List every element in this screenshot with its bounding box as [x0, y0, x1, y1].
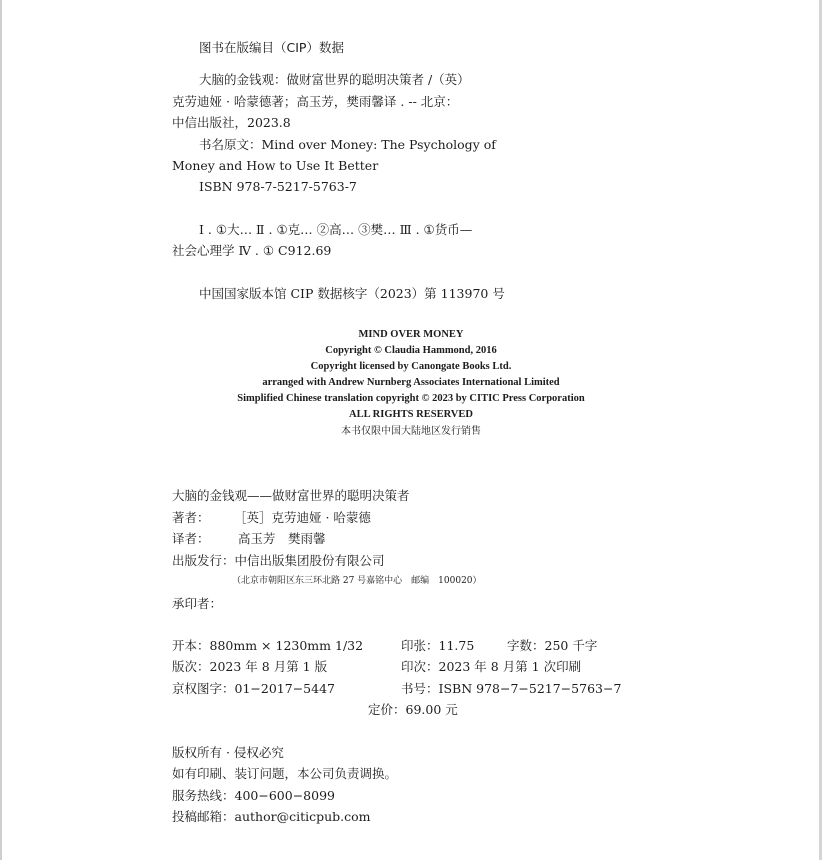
copyright-line: arranged with Andrew Nurnberg Associates International Limited — [262, 377, 560, 388]
price-row — [368, 702, 458, 718]
cip-record-line-2: 克劳迪娅 · 哈蒙德著；高玉芳，樊雨馨译 . -- 北京： — [172, 94, 459, 109]
word-count-row — [507, 638, 597, 654]
isbn-value: ISBN 978−7−5217−5763−7 — [438, 681, 622, 696]
copyright-line: ALL RIGHTS RESERVED — [349, 409, 473, 420]
license-value: 01−2017−5447 — [234, 681, 335, 696]
format-value: 880mm × 1230mm 1/32 — [209, 638, 364, 653]
isbn-row — [401, 681, 621, 697]
printing-row — [401, 659, 581, 675]
defect-note: 如有印刷、装订问题，本公司负责调换。 — [172, 766, 398, 781]
email-label: 投稿邮箱： — [172, 809, 235, 824]
printing-label: 印次： — [401, 659, 439, 674]
author-row — [172, 510, 371, 526]
translator-label: 译者： — [172, 531, 210, 546]
license-label: 京权图字： — [172, 681, 235, 696]
sheets-value: 11.75 — [438, 638, 475, 653]
book-title: 大脑的金钱观——做财富世界的聪明决策者 — [172, 488, 410, 503]
hotline-label: 服务热线： — [172, 788, 235, 803]
cip-record-line-3: 中信出版社，2023.8 — [172, 115, 291, 130]
cip-original-title-line-1: 书名原文：Mind over Money: The Psychology of — [199, 137, 496, 152]
copyright-line: Copyright licensed by Canongate Books Ltd. — [310, 361, 512, 372]
cip-original-title-line-2: Money and How to Use It Better — [172, 158, 379, 173]
edition-label: 版次： — [172, 659, 210, 674]
publisher-label: 出版发行： — [172, 553, 235, 568]
cip-verification-number: 中国国家版本馆 CIP 数据核字（2023）第 113970 号 — [199, 286, 505, 301]
author-label: 著者： — [172, 510, 210, 525]
sheets-label: 印张： — [401, 638, 439, 653]
hotline-row — [172, 788, 335, 804]
cip-heading: 图书在版编目（CIP）数据 — [199, 40, 344, 55]
printer-label: 承印者： — [172, 596, 223, 611]
translator-value: 高玉芳 樊雨馨 — [238, 531, 326, 546]
copyright-title: MIND OVER MONEY — [358, 329, 464, 340]
format-row — [172, 638, 363, 654]
edition-value: 2023 年 8 月第 1 版 — [209, 659, 328, 674]
distribution-note: 本书仅限中国大陆地区发行销售 — [341, 426, 481, 437]
printing-value: 2023 年 8 月第 1 次印刷 — [438, 659, 582, 674]
isbn-label: 书号： — [401, 681, 439, 696]
edition-row — [172, 659, 327, 675]
price-value: 69.00 元 — [405, 702, 458, 717]
price-label: 定价： — [368, 702, 406, 717]
format-label: 开本： — [172, 638, 210, 653]
sheets-row — [401, 638, 474, 654]
license-row — [172, 681, 335, 697]
copyright-line: Simplified Chinese translation copyright © 2023 by CITIC Press Corporation — [237, 393, 585, 404]
hotline-value: 400−600−8099 — [234, 788, 335, 803]
email-value: author@citicpub.com — [234, 809, 371, 824]
word-count-value: 250 千字 — [544, 638, 598, 653]
publisher-row — [172, 553, 385, 569]
rights-reserved: 版权所有 · 侵权必究 — [172, 745, 284, 760]
cip-record-line-1: 大脑的金钱观：做财富世界的聪明决策者 /（英） — [199, 72, 470, 87]
author-value: ［英］克劳迪娅 · 哈蒙德 — [234, 510, 371, 525]
copyright-line: Copyright © Claudia Hammond, 2016 — [325, 345, 497, 356]
cip-isbn: ISBN 978-7-5217-5763-7 — [199, 179, 357, 194]
publisher-address: （北京市朝阳区东三环北路 27 号嘉铭中心 邮编 100020） — [232, 576, 482, 586]
cip-subject-line-2: 社会心理学 Ⅳ . ① C912.69 — [172, 243, 332, 258]
publisher-value: 中信出版集团股份有限公司 — [234, 553, 385, 568]
translator-row — [172, 531, 326, 547]
email-row — [172, 809, 371, 825]
word-count-label: 字数： — [507, 638, 545, 653]
cip-subject-line-1: Ⅰ . ①大… Ⅱ . ①克… ②高… ③樊… Ⅲ . ①货币— — [199, 222, 473, 237]
